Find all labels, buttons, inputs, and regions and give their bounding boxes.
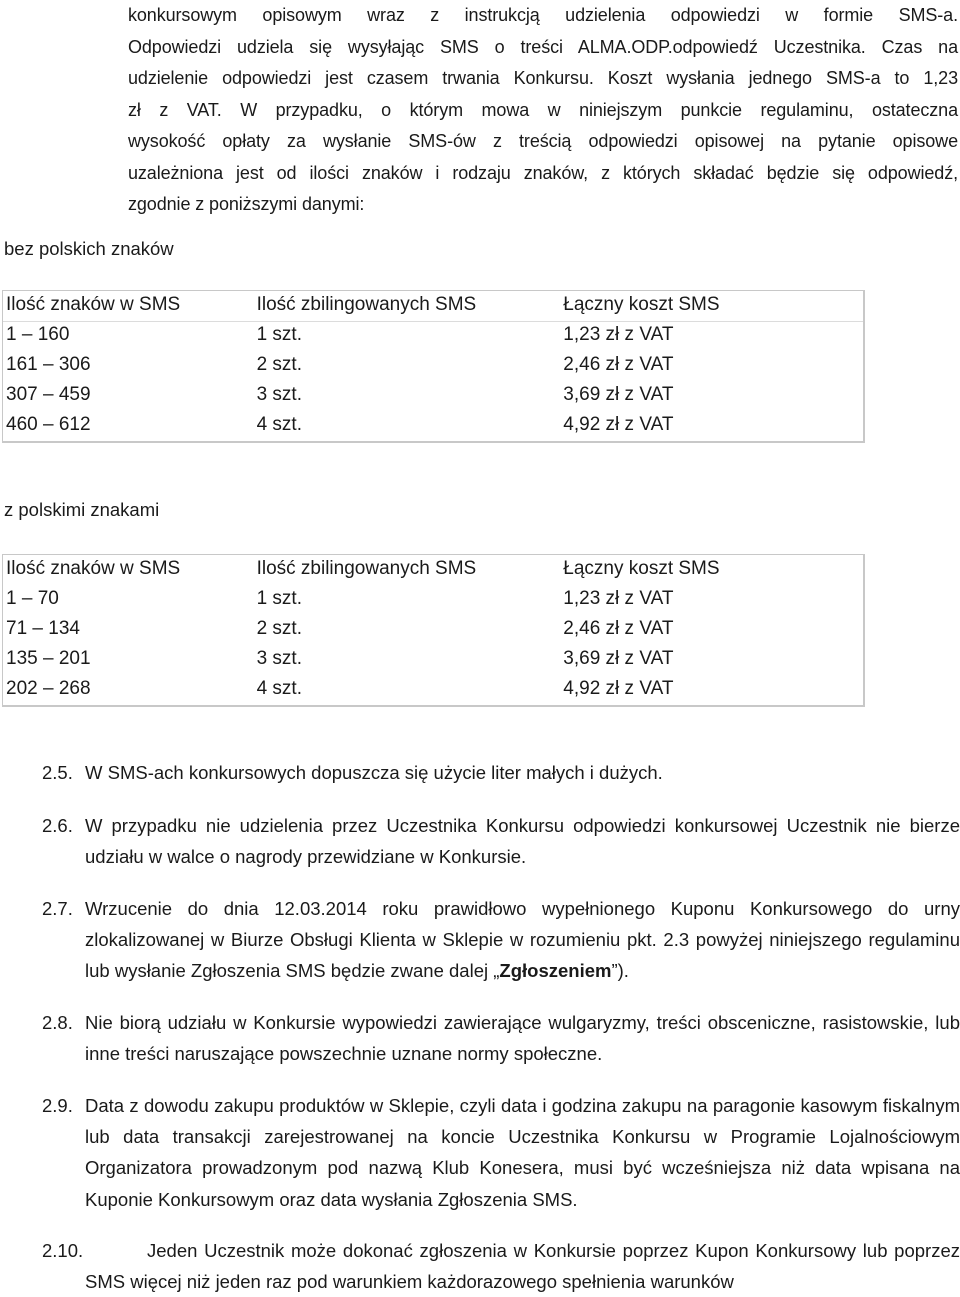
table-row [2,644,864,674]
table-cell: 1,23 zł z VAT [563,324,674,345]
intro-line: konkursowym opisowym wraz z instrukcją udzielenia odpowiedzi w formie SMS-a. [128,5,958,25]
table-cell: 1 – 160 [6,324,70,345]
table-cell: 460 – 612 [6,414,91,435]
intro-line: udzielenie odpowiedzi jest czasem trwania Konkursu. Koszt wysłania jednego SMS-a to 1,23 [128,68,958,88]
table-cell: 3,69 zł z VAT [563,384,674,405]
table-cell: 4,92 zł z VAT [563,414,674,435]
intro-paragraph [128,0,958,221]
rule-item-2-5 [42,757,960,788]
item-text [85,893,960,987]
table-cell: 135 – 201 [6,648,91,669]
table-row [2,614,864,644]
item-text: W SMS-ach konkursowych dopuszcza się użycie liter małych i dużych. [85,762,663,783]
table-cell: 4 szt. [256,414,302,435]
table-row [2,380,864,410]
table-cell: 1,23 zł z VAT [563,588,674,609]
table-row [2,320,864,350]
rule-item-2-10 [42,1235,960,1297]
rule-item-2-7 [42,893,960,987]
header-cell: Ilość znaków w SMS [6,294,181,315]
table-cell: 161 – 306 [6,354,91,375]
header-cell: Ilość zbilingowanych SMS [256,558,477,579]
item-text: Data z dowodu zakupu produktów w Sklepie, czyli data i godzina zakupu na paragonie kasowym fiskalnym lub data transakcji zarejestrowanej na koncie Uczestnika Konkursu w Programie Lojalnościowym Organizatora prowadzonym pod nazwą Klub Konesera, musi być wcześniejsza niż data wpisana na Kuponie Konkursowym oraz data wysłania Zgłoszenia SMS. [85,1095,960,1210]
header-cell: Ilość zbilingowanych SMS [256,294,477,315]
item-number: 2.6. [42,815,73,836]
intro-line: Odpowiedzi udziela się wysyłając SMS o treści ALMA.ODP.odpowiedź Uczestnika. Czas na [128,36,958,57]
table-header-row [2,554,864,584]
item-number: 2.9. [42,1095,73,1116]
table-cell: 1 szt. [256,588,302,609]
table-cell: 202 – 268 [6,678,91,699]
header-cell: Ilość znaków w SMS [6,558,181,579]
table-cell: 307 – 459 [6,384,91,405]
section-label-no-polish: bez polskich znaków [4,238,174,259]
header-cell: Łączny koszt SMS [563,294,720,315]
intro-line: wysokość opłaty za wysłanie SMS-ów z treścią odpowiedzi opisowej na pytanie opisowe [128,131,958,151]
table-cell: 2 szt. [256,354,302,375]
intro-line: zł z VAT. W przypadku, o którym mowa w niniejszym punkcie regulaminu, ostateczna [128,99,958,120]
item-text: W przypadku nie udzielenia przez Uczestnika Konkursu odpowiedzi konkursowej Uczestnik nie bierze udziału w walce o nagrody przewidziane w Konkursie. [85,815,960,868]
table-row [2,350,864,380]
table-row [2,410,864,440]
item-text-part: Wrzucenie do dnia 12.03.2014 roku prawidłowo wypełnionego Kuponu Konkursowego do urny zlokalizowanej w Biurze Obsługi Klienta w Sklepie w rozumieniu pkt. 2.3 powyżej niniejszego regulaminu lub wysłanie Zgłoszenia SMS będzie zwane dalej „ [85,898,960,982]
defined-term: Zgłoszeniem [499,960,612,982]
table-cell: 71 – 134 [6,618,80,639]
rule-item-2-8 [42,1007,960,1069]
table-row [2,584,864,614]
item-number: 2.8. [42,1012,73,1033]
sms-cost-table-polish [2,554,864,704]
item-number: 2.7. [42,898,73,919]
table-row [2,674,864,704]
item-text-part: ”). [611,960,629,982]
section-label-polish: z polskimi znakami [4,499,160,520]
table-cell: 2 szt. [256,618,302,639]
item-number: 2.5. [42,762,73,783]
rule-item-2-9 [42,1090,960,1215]
table-cell: 2,46 zł z VAT [563,354,674,375]
intro-line: zgodnie z poniższymi danymi: [128,194,365,214]
item-text: Jeden Uczestnik może dokonać zgłoszenia w Konkursie poprzez Kupon Konkursowy lub poprzez SMS więcej niż jeden raz pod warunkiem każdorazowego spełnienia warunków [85,1240,960,1293]
table-cell: 3 szt. [256,648,302,669]
rule-item-2-6 [42,810,960,872]
table-cell: 4 szt. [256,678,302,699]
item-number: 2.10. [42,1240,84,1261]
table-cell: 2,46 zł z VAT [563,618,674,639]
item-text: Nie biorą udziału w Konkursie wypowiedzi zawierające wulgaryzmy, treści obsceniczne, rasistowskie, lub inne treści naruszające powszechnie uznane normy społeczne. [85,1012,960,1065]
table-cell: 1 szt. [256,324,302,345]
table-cell: 1 – 70 [6,588,59,609]
header-cell: Łączny koszt SMS [563,558,720,579]
table-cell: 4,92 zł z VAT [563,678,674,699]
table-cell: 3,69 zł z VAT [563,648,674,669]
intro-line: uzależniona jest od ilości znaków i rodzaju znaków, z których składać będzie się odpowiedź, [128,162,958,183]
sms-cost-table-no-polish [2,290,864,440]
table-cell: 3 szt. [256,384,302,405]
table-header-row [2,290,864,320]
